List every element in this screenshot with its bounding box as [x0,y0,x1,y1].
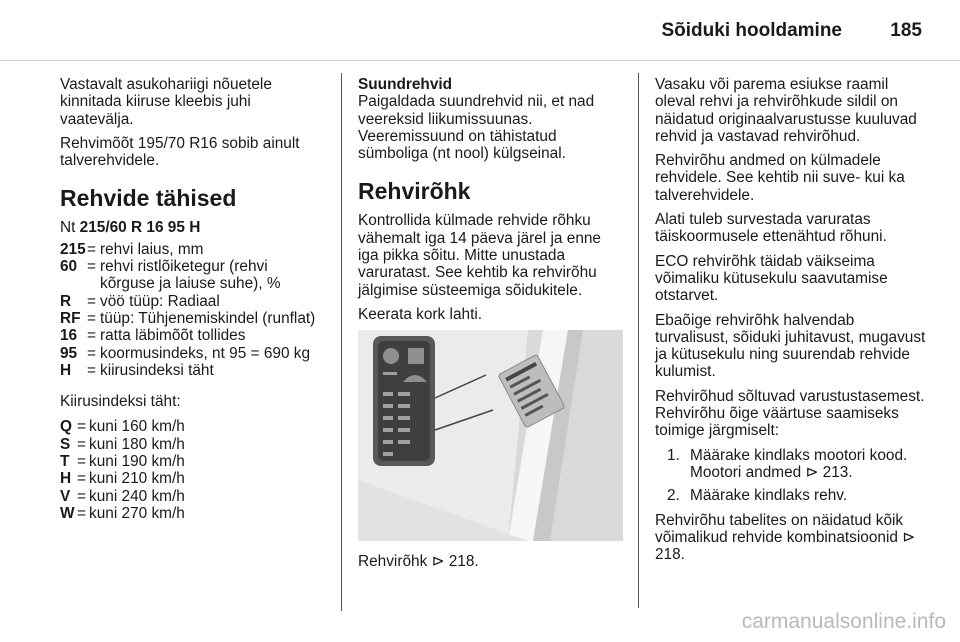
figure-caption: Rehvirõhk ⊳ 218. [358,553,479,571]
step-item: 2. Määrake kindlaks rehv. [667,487,848,505]
column-2 [358,76,623,578]
incorrect-pressure-text: Ebaõige rehvirõhk halvendab turvalisust, sõiduki juhitavust, mugavust ja kütusekulu ning suurendab rehvide kulumist. [655,311,926,381]
directional-tyres-heading: Suundrehvid [358,76,453,93]
speed-index-item: T = kuni 190 km/h [60,453,185,471]
eco-pressure-text: ECO rehvirõhk täidab väikseima võimaliku kütusekulu saavutamise otstarvet. [655,252,888,305]
column-1 [60,76,320,531]
designation-item: 95 = koormusindeks, nt 95 = 690 kg [60,344,311,362]
tyre-designations-heading: Rehvide tähised [60,185,237,212]
designation-item: 60 = rehvi ristlõiketegur (rehvi kõrguse ja laiuse suhe), % [60,258,281,293]
column-3 [655,76,930,570]
unscrew-cap-text: Keerata kork lahti. [358,305,483,323]
speed-index-list [60,418,320,522]
speed-index-item: S = kuni 180 km/h [60,435,185,453]
column-divider-1 [341,73,342,611]
label-location-text: Vasaku või parema esiukse raamil oleval rehvi ja rehvirõhkude sildil on näidatud originaalvarustusse kuuluvad rehvid ja vastavad rehvirõhud. [655,76,917,145]
speed-index-intro: Kiirusindeksi täht: [60,393,181,411]
spare-wheel-text: Alati tuleb survestada varuratas täiskoormusele ettenähtud rõhuni. [655,211,887,246]
winter-tyre-note: Rehvimõõt 195/70 R16 sobib ainult talverehvidele. [60,134,300,170]
designation-item: R = vöö tüüp: Radiaal [60,292,220,310]
page-number: 185 [890,20,922,41]
designation-item: 16 = ratta läbimõõt tollides [60,327,246,345]
speed-index-item: Q = kuni 160 km/h [60,418,185,436]
speed-index-item: W = kuni 270 km/h [60,504,185,522]
section-title: Sõiduki hooldamine [661,20,842,41]
speed-index-item: V = kuni 240 km/h [60,487,185,505]
speed-index-item: H = kuni 210 km/h [60,470,185,488]
designation-item: 215 = rehvi laius, mm [60,240,204,258]
designation-example-code: 215/60 R 16 95 H [79,219,201,237]
designation-example: Nt 215/60 R 16 95 H [60,219,201,237]
designation-item: RF = tüüp: Tühjenemiskindel (runflat) [60,309,316,327]
cold-tyre-text: Rehvirõhu andmed on külmadele rehvidele. See kehtib nii suve- kui ka talverehvidele. [655,152,905,204]
tyre-pressure-text: Kontrollida külmade rehvide rõhku vähemalt iga 14 päeva järel ja enne iga pikka sõitu. Mitte unustada varuratast. See kehtib ka rehvirõhu jälgimise süsteemiga sõidukitele. [358,212,601,299]
page-header [0,0,960,62]
pressure-depends-text: Rehvirõhud sõltuvad varustustasemest. Rehvirõhu õige väärtuse saamiseks toimige järgmiselt: [655,387,925,440]
steps-list [655,447,930,505]
directional-tyres-text: Paigaldada suundrehvid nii, et nad veereksid liikumissuunas. Veeremissuund on tähistatud sümboliga (nt nool) külgseinal. [358,93,595,163]
step-item: 1. Määrake kindlaks mootori kood. Mootori andmed ⊳ 213. [667,446,908,481]
speed-sticker-note: Vastavalt asukohariigi nõuetele kinnitada kiiruse kleebis juhi vaatevälja. [60,76,272,128]
tyre-pressure-label-illustration [358,330,623,541]
watermark: carmanualsonline.info [741,610,946,633]
designation-item: H = kiirusindeksi täht [60,361,214,379]
column-divider-2 [638,73,639,608]
header-divider [0,60,960,61]
pressure-tables-text: Rehvirõhu tabelites on näidatud kõik võimalikud rehvide kombinatsioonid ⊳ 218. [655,511,916,564]
designation-list [60,241,320,379]
door-frame-illustration [358,330,623,541]
tyre-pressure-heading: Rehvirõhk [358,178,471,205]
